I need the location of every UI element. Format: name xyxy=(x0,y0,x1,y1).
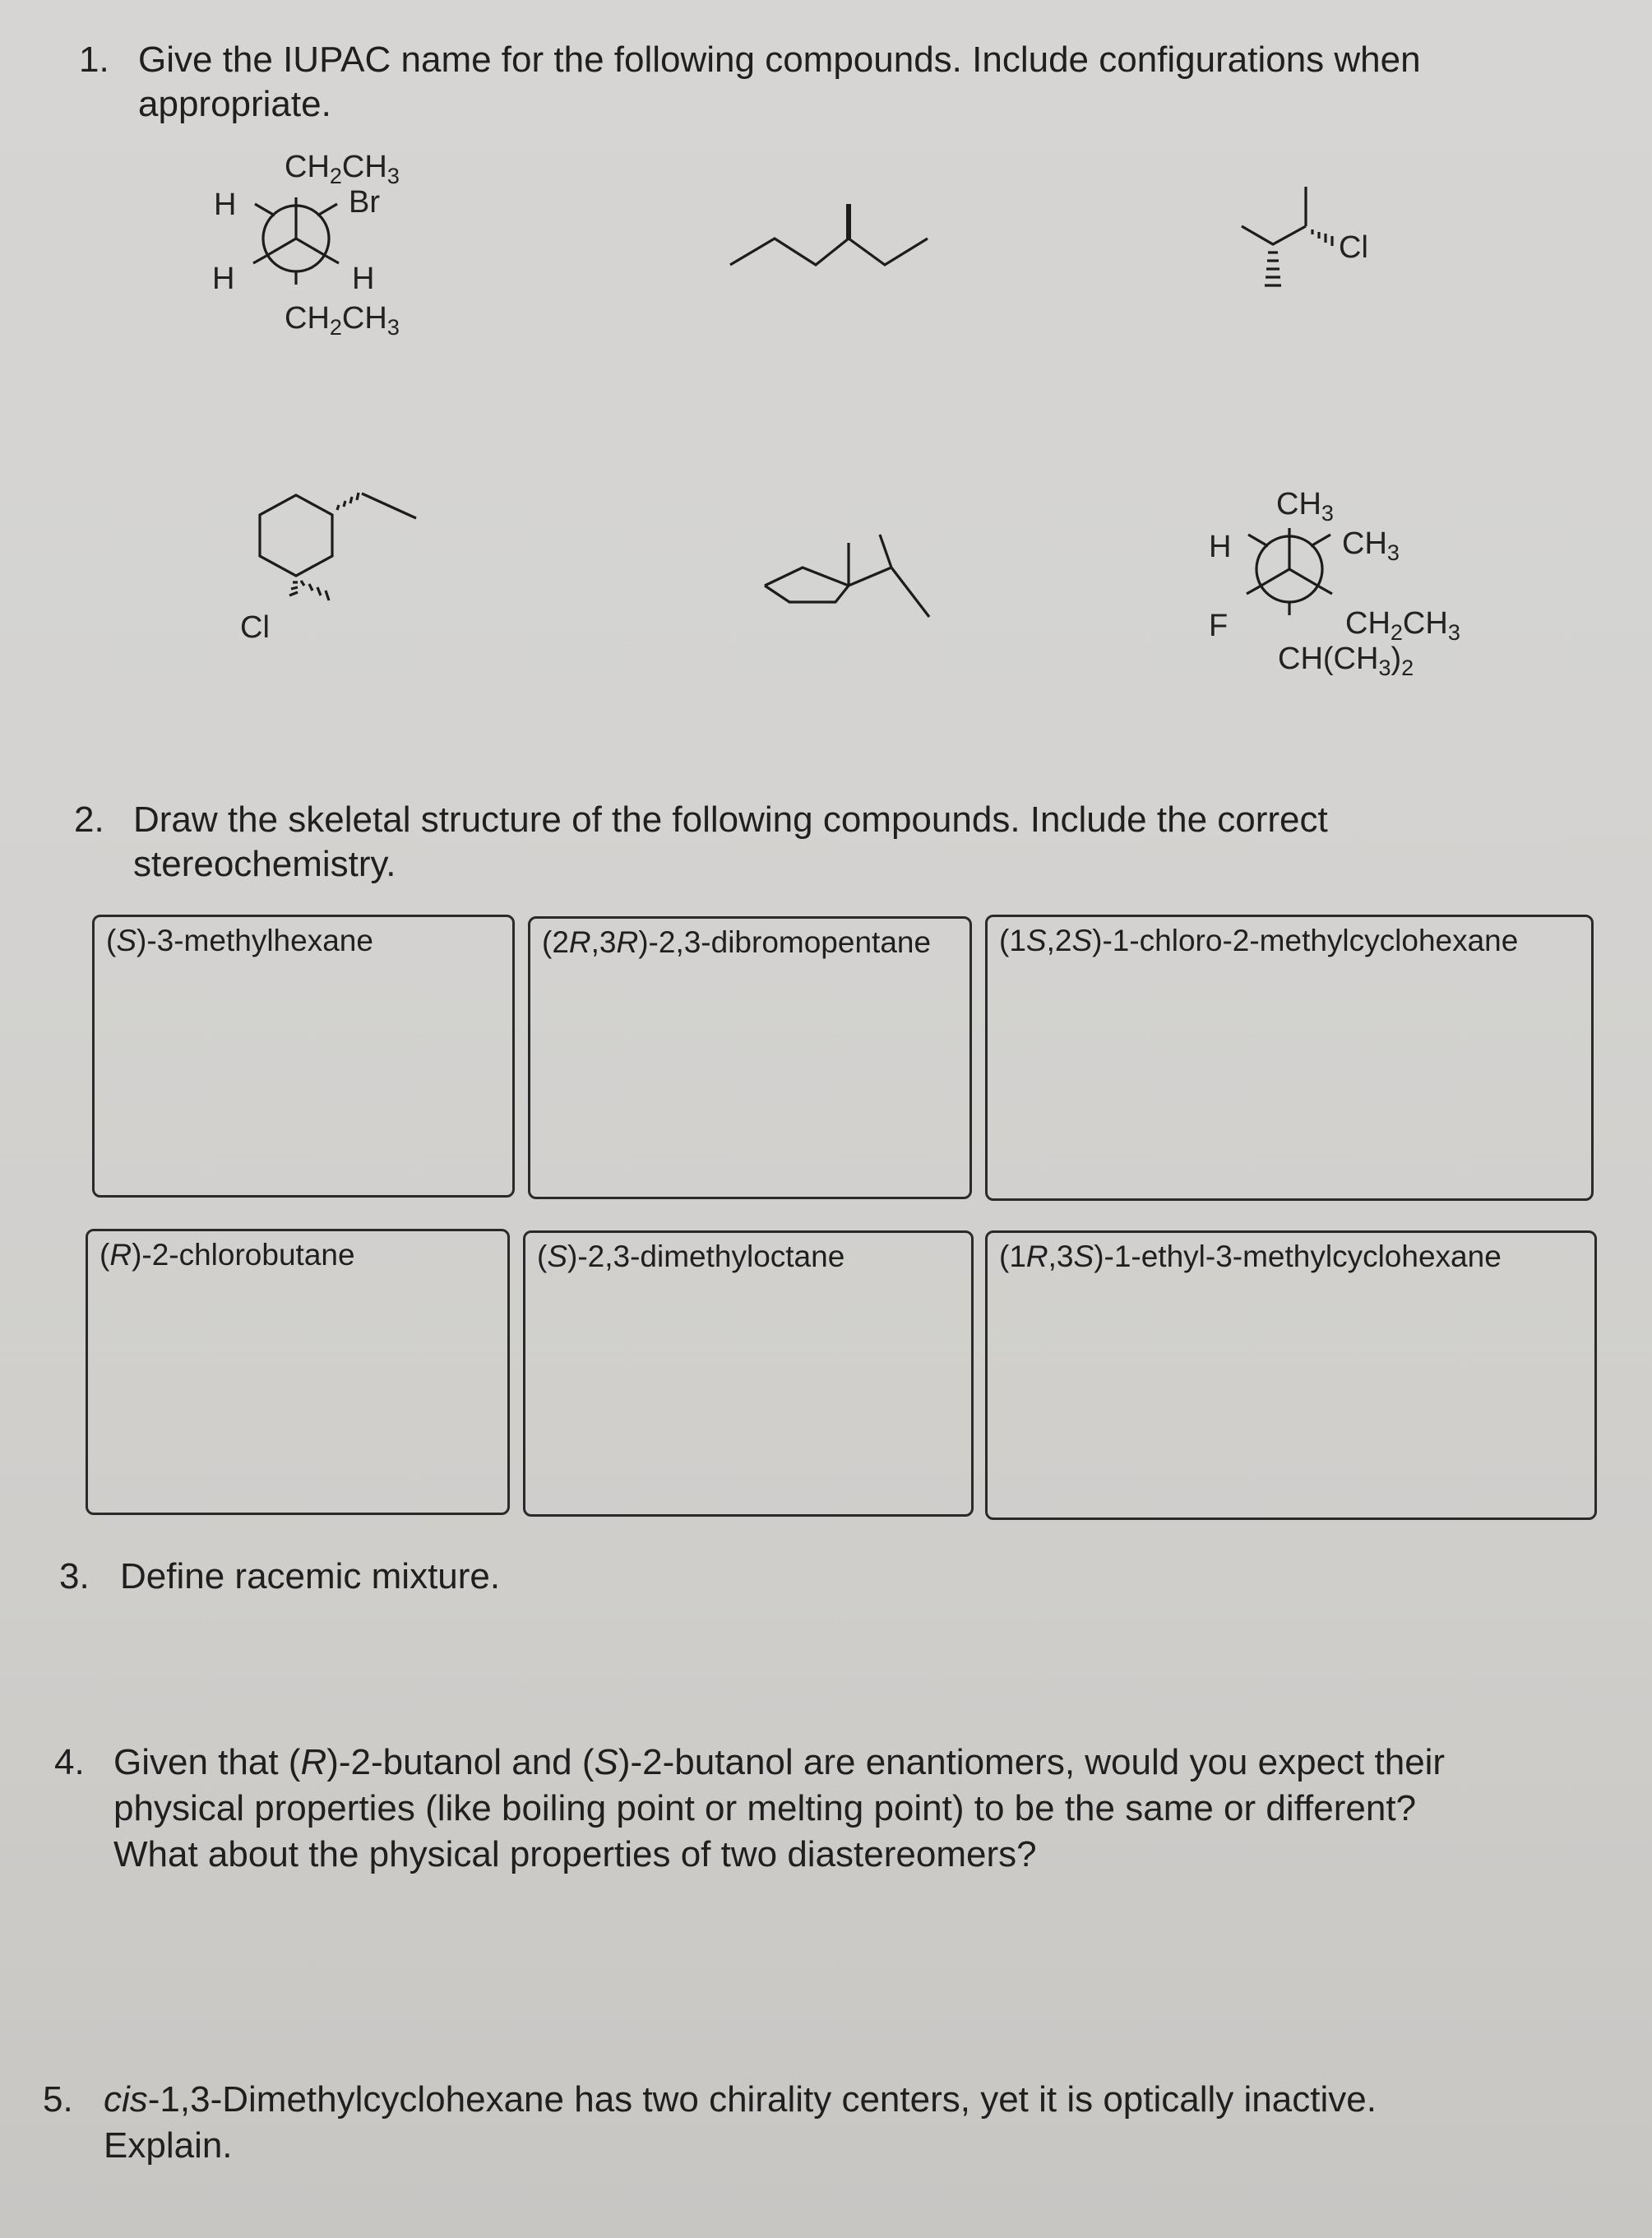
newman-1-front-top: $CH_2CH_3$ xyxy=(285,150,400,188)
question-1-number: 1. xyxy=(79,39,109,80)
question-2 xyxy=(74,798,1554,888)
newman-1-drawing xyxy=(247,189,345,288)
answer-box-4-label: (R)-2-chlorobutane xyxy=(99,1238,355,1272)
skeletal-4-chlorine-label: Cl xyxy=(240,610,270,645)
question-1-text-line2: appropriate. xyxy=(138,84,331,124)
question-5-number: 5. xyxy=(43,2079,73,2120)
newman-2-drawing xyxy=(1240,520,1339,619)
answer-box-1[interactable] xyxy=(92,915,515,1198)
newman-1-back-left: H xyxy=(214,188,237,222)
newman-1-right-lower: H xyxy=(352,262,375,296)
skeletal-structure-3 xyxy=(1233,177,1349,300)
question-4 xyxy=(54,1740,1617,1880)
answer-box-2[interactable] xyxy=(528,916,972,1199)
question-4-text-line2: physical properties (like boiling point or melting point) to be the same or different? xyxy=(113,1788,1417,1828)
question-1-text-line1: Give the IUPAC name for the following compounds. Include configurations when xyxy=(138,39,1421,80)
answer-box-6-label: (1R,3S)-1-ethyl-3-methylcyclohexane xyxy=(999,1239,1502,1273)
answer-box-5-label: (S)-2,3-dimethyloctane xyxy=(537,1239,845,1273)
skeletal-structure-2 xyxy=(724,197,937,280)
answer-box-4[interactable] xyxy=(86,1229,510,1515)
newman-2-bottom: $CH(CH_3)_2$ xyxy=(1278,642,1414,680)
question-5-text-line2: Explain. xyxy=(104,2125,233,2166)
question-3-number: 3. xyxy=(59,1556,90,1596)
skeletal-structure-5 xyxy=(757,510,937,625)
answer-box-3[interactable] xyxy=(985,915,1594,1201)
skeletal-3-chlorine-label: Cl xyxy=(1339,230,1368,265)
newman-1-left-lower: H xyxy=(212,262,235,296)
answer-box-6[interactable] xyxy=(985,1230,1597,1520)
question-5-text-line1: cis-1,3-Dimethylcyclohexane has two chirality centers, yet it is optically inactive. xyxy=(104,2079,1377,2120)
newman-2-top: $CH_3$ xyxy=(1276,487,1334,526)
question-4-number: 4. xyxy=(54,1742,85,1782)
newman-2-right-lower: $CH_2CH_3$ xyxy=(1345,606,1460,645)
question-2-text-line2: stereochemistry. xyxy=(133,844,396,884)
newman-1-back-right: Br xyxy=(349,185,380,220)
newman-1-front-bottom: $CH_2CH_3$ xyxy=(285,301,400,340)
question-1 xyxy=(79,38,1559,128)
question-3-text: Define racemic mixture. xyxy=(120,1556,501,1596)
newman-2-left-lower: F xyxy=(1209,609,1229,643)
answer-box-5[interactable] xyxy=(523,1230,974,1517)
question-2-text-line1: Draw the skeletal structure of the following compounds. Include the correct xyxy=(133,799,1328,840)
answer-box-3-label: (1S,2S)-1-chloro-2-methylcyclohexane xyxy=(999,924,1519,957)
newman-2-right: $CH_3$ xyxy=(1342,526,1400,565)
question-4-text-line1: Given that (R)-2-butanol and (S)-2-butanol are enantiomers, would you expect their xyxy=(113,1742,1446,1782)
answer-box-1-label: (S)-3-methylhexane xyxy=(106,924,373,957)
answer-box-2-label: (2R,3R)-2,3-dibromopentane xyxy=(542,925,932,959)
newman-2-left: H xyxy=(1209,530,1232,564)
question-5 xyxy=(43,2078,1622,2176)
question-4-text-line3: What about the physical properties of two diastereomers? xyxy=(113,1834,1037,1874)
question-3 xyxy=(59,1555,1046,1604)
question-2-number: 2. xyxy=(74,799,104,840)
